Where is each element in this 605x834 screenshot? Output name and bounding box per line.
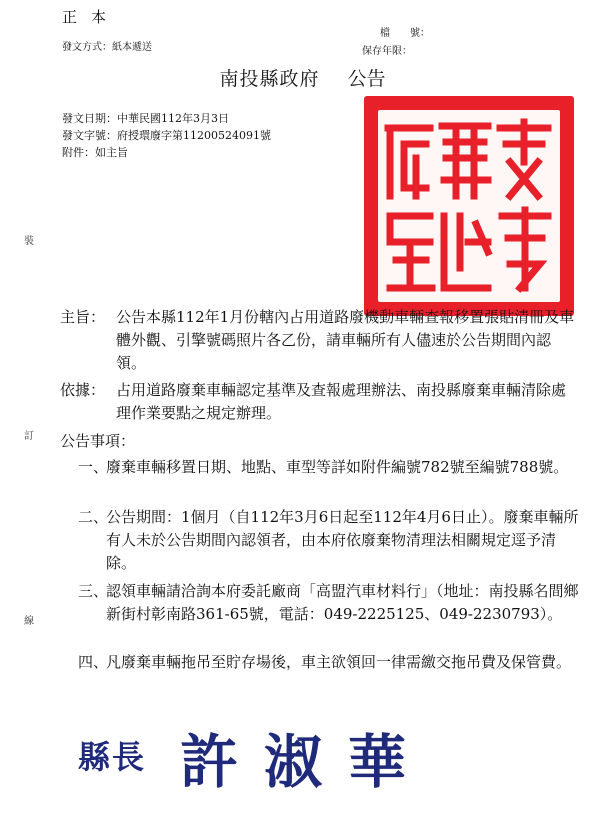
issuing-agency: 南投縣政府 <box>219 68 320 90</box>
subject-paragraph <box>60 306 580 375</box>
signature-name: 許淑華 <box>180 728 433 796</box>
binding-mark: 裝 <box>24 236 34 247</box>
official-seal-icon <box>360 92 578 320</box>
notice-item-number: 三、 <box>78 582 109 600</box>
basis-paragraph <box>60 379 580 425</box>
file-number-label: 檔 號： <box>380 28 430 39</box>
notice-item-number: 一、 <box>78 458 109 476</box>
notice-item-number: 四、 <box>78 653 109 671</box>
binding-mark: 線 <box>24 616 34 627</box>
notice-item <box>78 580 580 626</box>
notice-item <box>78 651 580 674</box>
notice-item <box>78 456 580 479</box>
notice-item-text: 認領車輛請洽詢本府委託廠商「高盟汽車材料行」（地址：南投縣名間鄉新街村彰南路361-65號，電話：049-2225125、049-2230793）。 <box>106 582 579 623</box>
notice-item <box>78 506 580 575</box>
document-number: 發文字號：府授環廢字第11200524091號 <box>62 129 271 142</box>
document-title <box>0 64 605 91</box>
subject-label: 主旨： <box>60 308 106 326</box>
notice-item-text: 公告期間：1個月（自112年3月6日起至112年4月6日止）。廢棄車輛所有人未於公告期間內認領者，由本府依廢棄物清理法相關規定逕予清除。 <box>106 508 579 572</box>
basis-label: 依據： <box>60 381 106 399</box>
notice-item-text: 廢棄車輛移置日期、地點、車型等詳如附件編號782號至編號788號。 <box>106 458 569 476</box>
document-type: 公告 <box>347 68 386 90</box>
binding-mark: 訂 <box>24 431 34 442</box>
subject-text: 公告本縣112年1月份轄內占用道路廢機動車輛查報移置張貼清冊及車體外觀、引擎號碼照片各乙份，請車輛所有人儘速於公告期間內認領。 <box>116 308 575 372</box>
notice-heading: 公告事項： <box>60 432 136 450</box>
basis-text: 占用道路廢棄車輛認定基準及查報處理辦法、南投縣廢棄車輛清除處理作業要點之規定辦理。 <box>116 381 567 422</box>
issue-date: 發文日期：中華民國112年3月3日 <box>62 112 229 125</box>
retention-period-label: 保存年限： <box>362 46 412 57</box>
notice-item-text: 凡廢棄車輛拖吊至貯存場後，車主欲領回一律需繳交拖吊費及保管費。 <box>106 653 572 671</box>
notice-item-number: 二、 <box>78 508 109 526</box>
attachment-note: 附件：如主旨 <box>62 146 128 159</box>
send-method: 發文方式：紙本遞送 <box>62 42 152 53</box>
copy-mark: 正本 <box>62 8 121 26</box>
signature-title: 縣長 <box>78 738 147 776</box>
